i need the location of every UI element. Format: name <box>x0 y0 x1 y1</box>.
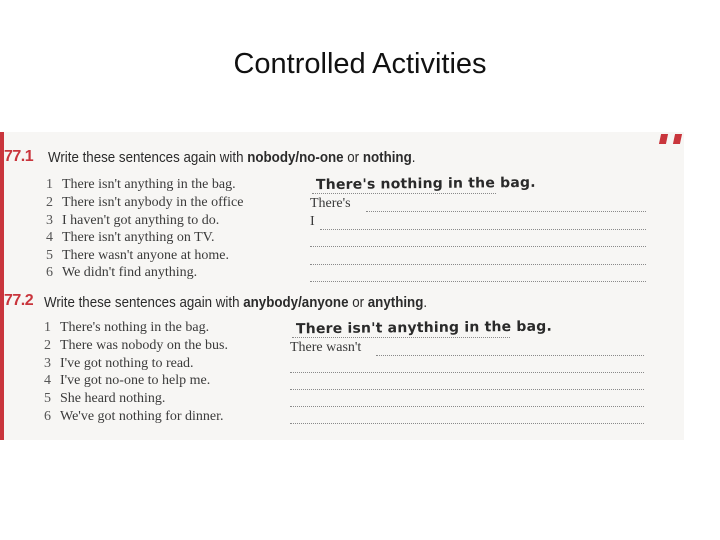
exercise-2-number: 77.2 <box>4 292 34 309</box>
answer-line <box>310 246 646 247</box>
exercise-1-answer-lead: I <box>310 214 315 229</box>
answer-line <box>290 423 644 424</box>
exercise-2-answer-lead: There wasn't <box>290 340 362 355</box>
exercise-2-item: 2 There was nobody on the bus. <box>44 338 228 353</box>
answer-line <box>290 372 644 373</box>
answer-line <box>310 264 646 265</box>
exercise-1-answer-lead: There's <box>310 196 351 211</box>
answer-line <box>290 389 644 390</box>
exercise-2-instruction: Write these sentences again with anybody/anyone or anything. <box>44 295 428 311</box>
exercise-1-item: 4 There isn't anything on TV. <box>46 230 215 245</box>
exercise-2-item: 1 There's nothing in the bag. <box>44 320 210 335</box>
margin-red-bar <box>0 132 4 440</box>
exercise-1-instruction: Write these sentences again with nobody/no-one or nothing. <box>48 150 416 166</box>
exercise-1-example-answer: There's nothing in the bag. <box>315 174 536 194</box>
exercise-1-item: 6 We didn't find anything. <box>46 265 198 280</box>
exercise-1-item: 1 There isn't anything in the bag. <box>46 177 236 192</box>
exercise-1-item: 2 There isn't anybody in the office <box>46 195 244 210</box>
exercise-2-example-answer: There isn't anything in the bag. <box>295 318 553 338</box>
exercise-1-item: 5 There wasn't anyone at home. <box>46 248 229 263</box>
exercise-2-item: 4 I've got no-one to help me. <box>44 373 211 388</box>
exercise-2-item: 3 I've got nothing to read. <box>44 356 194 371</box>
answer-line <box>290 406 644 407</box>
answer-line <box>366 211 646 212</box>
answer-line <box>376 355 644 356</box>
corner-decoration <box>656 134 684 144</box>
exercise-1-item: 3 I haven't got anything to do. <box>46 213 220 228</box>
exercise-1-number: 77.1 <box>4 148 34 165</box>
exercise-2-item: 6 We've got nothing for dinner. <box>44 409 224 424</box>
answer-line <box>292 337 510 338</box>
answer-line <box>312 193 496 194</box>
answer-line <box>310 281 646 282</box>
answer-line <box>320 229 646 230</box>
worksheet-scan <box>0 132 684 440</box>
exercise-2-item: 5 She heard nothing. <box>44 391 166 406</box>
slide-title: Controlled Activities <box>233 48 487 80</box>
